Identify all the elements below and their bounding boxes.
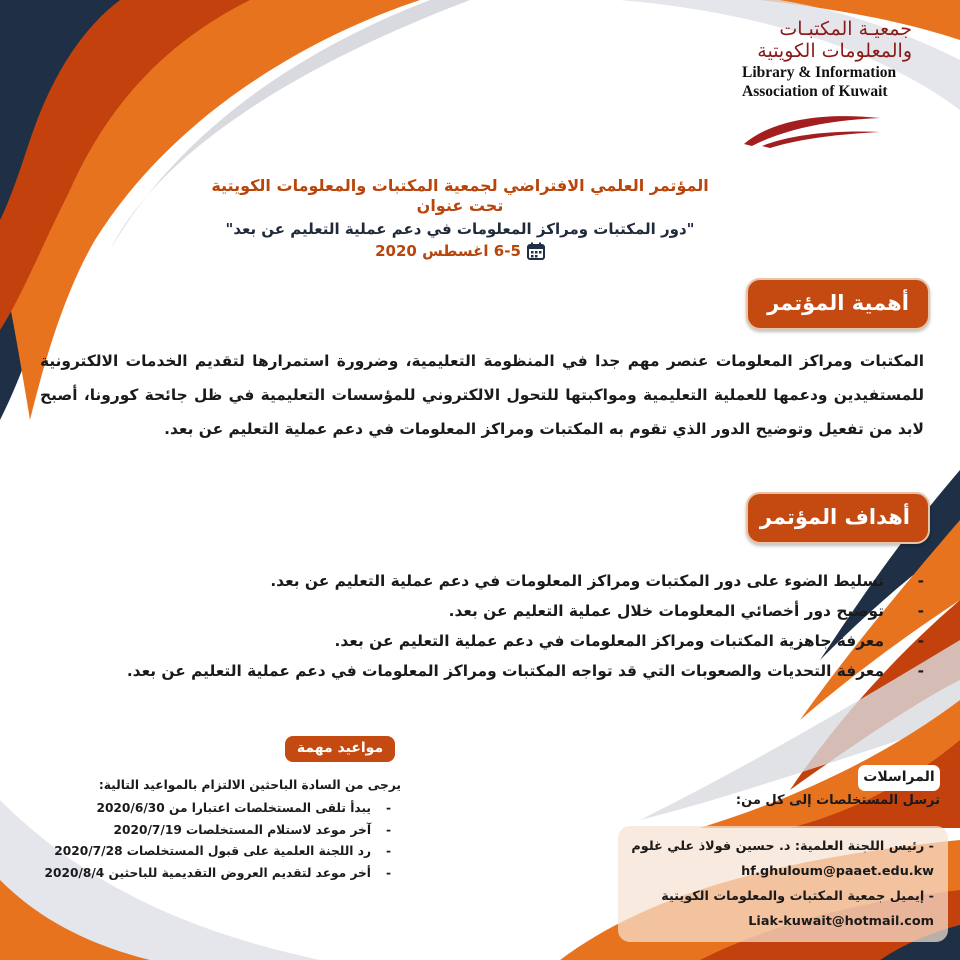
header-line2: تحت عنوان <box>416 196 504 215</box>
conference-date <box>180 240 740 262</box>
list-item: - رد اللجنة العلمية على قبول المستخلصات 2020/7/28 <box>54 844 391 858</box>
logo-arabic-line2: والمعلومات الكويتية <box>757 40 912 62</box>
goal-text: معرفة التحديات والصعوبات التي قد تواجه المكتبات ومراكز المعلومات في دعم عملية التعليم عن بعد. <box>126 662 884 680</box>
list-item: - تسليط الضوء على دور المكتبات ومراكز المعلومات في دعم عملية التعليم عن بعد. <box>270 572 924 590</box>
association-logo <box>742 18 912 152</box>
goal-text: تسليط الضوء على دور المكتبات ومراكز المعلومات في دعم عملية التعليم عن بعد. <box>270 572 884 590</box>
conference-date-text: 6-5 اغسطس 2020 <box>375 242 521 260</box>
goal-text: توضيح دور أخصائي المعلومات خلال عملية التعليم عن بعد. <box>448 602 884 620</box>
list-item: - معرفة التحديات والصعوبات التي قد تواجه المكتبات ومراكز المعلومات في دعم عملية التعليم عن بعد. <box>126 662 924 680</box>
importance-heading: أهمية المؤتمر <box>746 278 930 330</box>
conference-title: "دور المكتبات ومراكز المعلومات في دعم عملية التعليم عن بعد" <box>225 220 695 238</box>
importance-text: المكتبات ومراكز المعلومات عنصر مهم جدا في المنظومة التعليمية، وضرورة استمرارها لتقديم الخدمات الالكترونية للمستفيدين ودعمها للعملية التعليمية ومواكبتها للتحول الالكتروني للمؤسسات التعليمية في ظل جائحة كورونا، أصبح لابد من تفعيل وتوضيح الدور الذي تقوم به المكتبات ومراكز المعلومات في دعم عملية التعليم عن بعد. <box>40 352 924 438</box>
list-item: - آخر موعد لاستلام المستخلصات 2020/7/19 <box>113 822 391 837</box>
association-line: - إيميل جمعية المكتبات والمعلومات الكويتية <box>661 889 934 904</box>
goal-text: معرفة جاهزية المكتبات ومراكز المعلومات في دعم عملية التعليم عن بعد. <box>334 632 884 650</box>
chair-email-link[interactable]: hf.ghuloum@paaet.edu.kw <box>741 864 934 879</box>
logo-swoosh-icon <box>742 102 882 148</box>
dates-heading: مواعيد مهمة <box>285 736 395 762</box>
date-text: آخر موعد لاستلام المستخلصات 2020/7/19 <box>113 822 371 837</box>
conference-header <box>180 176 740 262</box>
date-text: رد اللجنة العلمية على قبول المستخلصات 2020/7/28 <box>54 844 371 858</box>
correspondence-heading: المراسلات <box>858 765 940 791</box>
chair-line: - رئيس اللجنة العلمية: د. حسين فولاذ علي غلوم <box>631 839 934 854</box>
goals-heading: أهداف المؤتمر <box>746 492 930 544</box>
date-text: أخر موعد لتقديم العروض التقديمية للباحثين 2020/8/4 <box>44 865 371 880</box>
correspondence-contacts <box>624 834 934 934</box>
logo-english-line1: Library & Information <box>742 64 897 81</box>
dates-section <box>26 774 401 884</box>
dates-list <box>26 798 401 884</box>
logo-english-line2: Association of Kuwait <box>742 83 888 100</box>
logo-arabic-line1: جمعيـة المكتبـات <box>779 18 912 40</box>
list-item: - يبدأ تلقى المستخلصات اعتبارا من 2020/6/30 <box>96 801 391 815</box>
list-item: - معرفة جاهزية المكتبات ومراكز المعلومات في دعم عملية التعليم عن بعد. <box>334 632 924 650</box>
association-email-link[interactable]: Liak-kuwait@hotmail.com <box>748 914 934 929</box>
dates-intro: يرجى من السادة الباحثين الالتزام بالمواعيد التالية: <box>98 778 401 792</box>
list-item: - أخر موعد لتقديم العروض التقديمية للباحثين 2020/8/4 <box>44 865 391 880</box>
correspondence-subtitle: ترسل المستخلصات إلى كل من: <box>735 793 940 808</box>
header-line1: المؤتمر العلمي الافتراضي لجمعية المكتبات والمعلومات الكويتية <box>211 176 709 195</box>
date-text: يبدأ تلقى المستخلصات اعتبارا من 2020/6/30 <box>96 801 371 815</box>
list-item: - توضيح دور أخصائي المعلومات خلال عملية التعليم عن بعد. <box>448 602 924 620</box>
goals-list <box>100 566 930 686</box>
calendar-icon <box>527 242 545 260</box>
